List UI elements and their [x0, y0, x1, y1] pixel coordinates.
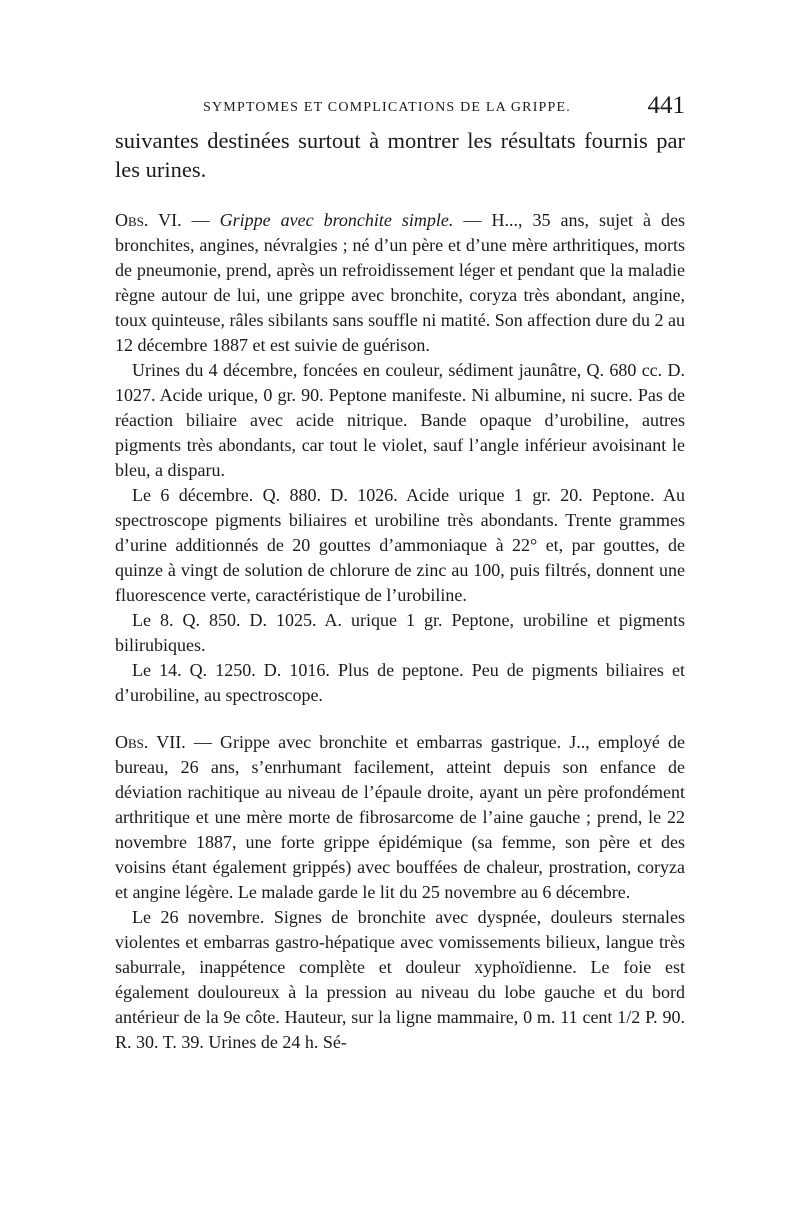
running-title: SYMPTOMES ET COMPLICATIONS DE LA GRIPPE. [203, 100, 571, 115]
observation-6-paragraph-day-8: Le 8. Q. 850. D. 1025. A. urique 1 gr. Peptone, urobiline et pigments bilirubiques. [115, 610, 685, 655]
observation-7-paragraph-day-26: Le 26 novembre. Signes de bronchite avec dyspnée, douleurs sternales violentes et embarras gastro-hépatique avec vomissements bilieux, langue très saburrale, inappétence complète et douleur xyphoïdienne. Le foie est également douloureux à la pression au niveau du lobe gauche et du bord antérieur de la 9e côte. Hauteur, sur la ligne mammaire, 0 m. 11 cent 1/2 P. 90. R. 30. T. 39. Urines de 24 h. Sé- [115, 907, 685, 1052]
observation-7-label: Obs. VII. — [115, 732, 220, 752]
page-number: 441 [647, 92, 685, 119]
observation-6-label: Obs. VI. — [115, 210, 220, 230]
observation-6-title: Grippe avec bronchite simple. [219, 210, 454, 230]
observation-6-paragraph-day-6: Le 6 décembre. Q. 880. D. 1026. Acide urique 1 gr. 20. Peptone. Au spectroscope pigments biliaires et urobiline très abondants. Trente grammes d’urine additionnés de 20 gouttes d’ammoniaque à 22° et, par gouttes, de quinze à vingt de solution de chlorure de zinc au 100, puis filtrés, donnent une fluorescence verte, caractéristique de l’urobiline. [115, 485, 685, 605]
body-text [115, 126, 685, 1055]
observation-7-heading-paragraph [115, 730, 685, 905]
observation-6-text: — H..., 35 ans, sujet à des bronchites, angines, névralgies ; né d’un père et d’une mère arthritiques, morts de pneumonie, prend, après un refroidissement léger et pendant que la maladie règne autour de lui, une grippe avec bronchite, coryza très abondant, angine, toux quinteuse, râles sibilants sans souffle ni matité. Son affection dure du 2 au 12 décembre 1887 et est suivie de guérison. [115, 210, 685, 355]
observation-6-paragraph-urines-4: Urines du 4 décembre, foncées en couleur, sédiment jaunâtre, Q. 680 cc. D. 1027. Acide urique, 0 gr. 90. Peptone manifeste. Ni albumine, ni sucre. Pas de réaction biliaire avec acide nitrique. Bande opaque d’urobiline, autres pigments très abondants, car tout le violet, sauf l’angle inférieur avoisinant le bleu, a disparu. [115, 360, 685, 480]
observation-6-heading-paragraph [115, 208, 685, 358]
observation-7-text: Grippe avec bronchite et embarras gastrique. J.., employé de bureau, 26 ans, s’enrhumant facilement, atteint depuis son enfance de déviation rachitique au niveau de l’épaule droite, ayant un père profondément arthritique et une mère morte de fibrosarcome de l’aine gauche ; prend, le 22 novembre 1887, une forte grippe épidémique (sa femme, son père et des voisins étant également grippés) avec bouffées de chaleur, prostration, coryza et angine légère. Le malade garde le lit du 25 novembre au 6 décembre. [115, 732, 685, 902]
running-header [115, 92, 685, 126]
observation-6-paragraph-day-14: Le 14. Q. 1250. D. 1016. Plus de peptone. Peu de pigments biliaires et d’urobiline, au spectroscope. [115, 660, 685, 705]
intro-paragraph: suivantes destinées surtout à montrer les résultats fournis par les urines. [115, 128, 685, 182]
